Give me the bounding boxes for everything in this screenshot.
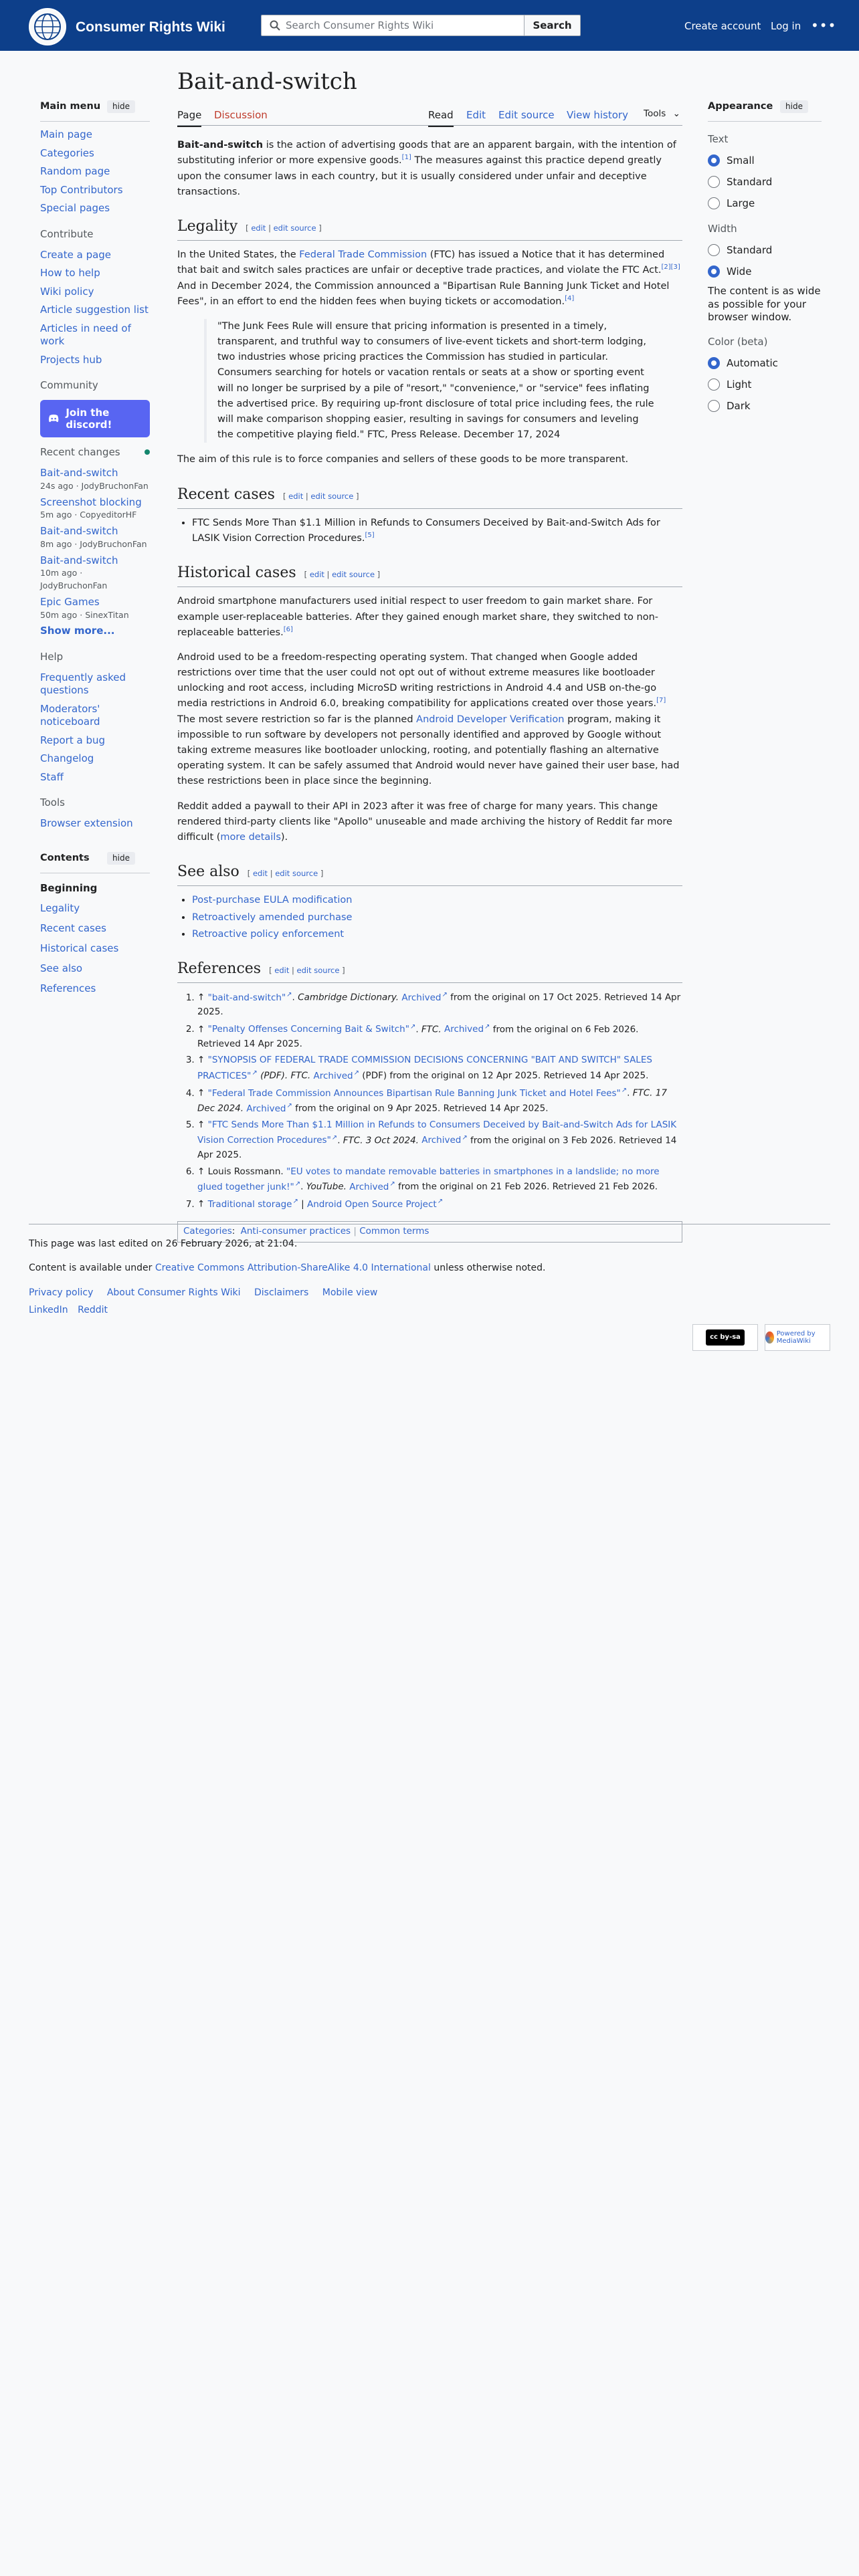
reference-text: from the original on 17 Oct 2025. Retrieved 14 Apr 2025. bbox=[197, 992, 681, 1018]
disclaimers-link[interactable]: Disclaimers bbox=[254, 1287, 309, 1298]
categories-label-link[interactable]: Categories bbox=[183, 1226, 232, 1237]
option-label: Small bbox=[727, 154, 755, 167]
reference-link[interactable]: Traditional storage ↗ bbox=[208, 1199, 298, 1210]
search-icon bbox=[270, 20, 280, 31]
mediawiki-badge[interactable] bbox=[765, 1324, 830, 1351]
recent-change-item bbox=[40, 496, 150, 522]
width-wide-option[interactable] bbox=[708, 263, 822, 280]
recent-change-meta: 50m ago · SinexTitan bbox=[40, 609, 129, 620]
help-heading: Help bbox=[40, 650, 64, 663]
page-title: Bait-and-switch bbox=[177, 68, 357, 95]
section-heading-recent-cases bbox=[177, 483, 682, 509]
see-also-link[interactable]: Retroactive policy enforcement bbox=[192, 928, 345, 940]
site-header bbox=[0, 0, 859, 51]
text: Android smartphone manufacturers used initial respect to user freedom to gain market share. For example user-replaceable batteries. After they gained enough market share, they switched to non-replaceable batteries. bbox=[177, 596, 659, 638]
ref-link[interactable]: [6] bbox=[283, 625, 293, 633]
intro-text-end: The measures against this practice depend greatly upon the consumer laws in each country, but it is usually considered under unfair and deceptive transactions. bbox=[177, 155, 662, 197]
cc-license-badge[interactable] bbox=[692, 1324, 758, 1351]
reference-text: (PDF) from the original on 12 Apr 2025. Retrieved 14 Apr 2025. bbox=[359, 1070, 649, 1081]
page-tabs bbox=[177, 104, 682, 126]
ref-link[interactable]: [1] bbox=[401, 154, 411, 162]
toc-item-beginning[interactable]: Beginning bbox=[40, 882, 98, 895]
category-link[interactable]: Anti-consumer practices bbox=[240, 1226, 351, 1237]
about-link[interactable]: About Consumer Rights Wiki bbox=[106, 1287, 241, 1298]
reference-item: 7. ↑ Traditional storage ↗ | Android Open Source Project ↗ bbox=[197, 1196, 682, 1212]
sidebar-link-staff[interactable]: Staff bbox=[40, 770, 64, 783]
sidebar-link-wiki-policy[interactable]: Wiki policy bbox=[40, 285, 94, 298]
appearance-title: Appearance bbox=[708, 101, 773, 112]
search-box[interactable] bbox=[261, 15, 524, 36]
footer-links bbox=[29, 1285, 830, 1300]
recent-change-meta: 10m ago · JodyBruchonFan bbox=[40, 568, 108, 591]
main-menu-title: Main menu bbox=[40, 101, 101, 112]
heading-text: References bbox=[177, 960, 262, 977]
historical-paragraph-3 bbox=[177, 799, 682, 846]
text: Android used to be a freedom-respecting operating system. That changed when Google added restrictions over time that the user could not opt out of without extreme measures like bootloader unlocking and root access, including MicroSD writing restrictions in Android 4.4 and USB on-the-go media restrictions in Android 6.0, breaking compatibility for applications created over those years. bbox=[177, 651, 657, 710]
recent-change-item bbox=[40, 525, 150, 550]
cc-badge-label: cc by-sa bbox=[706, 1329, 745, 1346]
historical-paragraph-1 bbox=[177, 594, 682, 641]
reference-link[interactable]: "bait-and-switch" ↗ bbox=[208, 992, 292, 1003]
divider bbox=[40, 121, 150, 122]
tab-edit-source[interactable]: Edit source bbox=[498, 109, 555, 122]
categories-box: Categories: Anti-consumer practices | Common terms bbox=[177, 1221, 682, 1243]
contents-header bbox=[40, 851, 135, 866]
reference-source: FTC. bbox=[421, 1024, 442, 1035]
text-size-large-option[interactable] bbox=[708, 195, 822, 211]
text-size-standard-option[interactable] bbox=[708, 174, 822, 190]
more-details-link[interactable]: more details bbox=[220, 831, 281, 843]
sidebar-link-categories[interactable]: Categories bbox=[40, 146, 94, 159]
search-input[interactable] bbox=[286, 19, 513, 32]
reference-text: from the original on 3 Feb 2026. Retrieved 14 Apr 2025. bbox=[197, 1135, 677, 1160]
toc-item-historical-cases[interactable]: Historical cases bbox=[40, 942, 119, 955]
sidebar-link-top-contributors[interactable]: Top Contributors bbox=[40, 183, 123, 196]
sidebar-link-how-to-help[interactable]: How to help bbox=[40, 267, 100, 280]
ref-link[interactable]: [2][3] bbox=[661, 263, 680, 272]
archived-link[interactable]: Archived ↗ bbox=[246, 1103, 292, 1114]
appearance-header bbox=[708, 99, 808, 114]
radio-selected-icon[interactable] bbox=[708, 265, 720, 278]
tab-discussion[interactable]: Discussion bbox=[214, 109, 268, 122]
section-heading-see-also bbox=[177, 860, 682, 886]
site-logo[interactable] bbox=[29, 8, 66, 45]
reference-item: 1. ↑ "bait-and-switch" ↗ . Cambridge Dictionary. Archived ↗ from the original on 17 Oct 2025. Retrieved 14 Apr 2025. bbox=[197, 990, 682, 1020]
category-link[interactable]: Common terms bbox=[359, 1226, 430, 1237]
recent-cases-list bbox=[192, 516, 682, 546]
list-item bbox=[192, 893, 682, 908]
more-options-icon[interactable]: ••• bbox=[811, 17, 837, 33]
join-discord-button[interactable] bbox=[40, 400, 150, 437]
text: (FTC) has issued a Notice that it has determined that bait and switch sales practices are unfair or deceptive trade practices, and violate the FTC Act. bbox=[177, 249, 665, 276]
heading-text: See also bbox=[177, 863, 240, 881]
archived-link[interactable]: Archived ↗ bbox=[444, 1024, 490, 1035]
reference-link[interactable]: "EU votes to mandate removable batteries in smartphones in a landslide; no more glued together junk!" ↗ bbox=[197, 1166, 660, 1192]
reference-source: YouTube. bbox=[306, 1181, 347, 1192]
section-edit-links: [ edit | edit source ] bbox=[247, 869, 324, 879]
section-heading-legality bbox=[177, 215, 682, 241]
category-separator: | bbox=[353, 1226, 357, 1237]
recent-change-link[interactable]: Epic Games bbox=[40, 595, 100, 608]
toc-item-recent-cases[interactable]: Recent cases bbox=[40, 922, 106, 935]
reference-item: 4. ↑ "Federal Trade Commission Announces Bipartisan Rule Banning Junk Ticket and Hotel Fees" ↗ . FTC. 17 Dec 2024. Archived ↗ from the original on 9 Apr 2025. Retrieved 14 Apr 2025. bbox=[197, 1085, 682, 1116]
mediawiki-badge-label: Powered by MediaWiki bbox=[776, 1330, 816, 1345]
recent-change-item bbox=[40, 467, 150, 492]
appearance-panel bbox=[708, 99, 822, 419]
sidebar-link-browser-extension[interactable]: Browser extension bbox=[40, 817, 133, 830]
show-more-link[interactable]: Show more... bbox=[40, 625, 115, 637]
reference-item: 6. ↑ Louis Rossmann. "EU votes to mandate removable batteries in smartphones in a landslide; no more glued together junk!" ↗ . YouTube. Archived ↗ from the original on 21 Feb 2026. Retrieved 21 Feb 2026. bbox=[197, 1165, 682, 1195]
section-heading-historical-cases bbox=[177, 561, 682, 587]
edit-section-link[interactable]: edit bbox=[288, 491, 304, 501]
main-menu-header bbox=[40, 99, 135, 114]
reddit-link[interactable]: Reddit bbox=[78, 1305, 108, 1316]
recent-change-item bbox=[40, 554, 150, 592]
reference-source: Cambridge Dictionary. bbox=[298, 992, 399, 1003]
sidebar-link-noticeboard[interactable]: Moderators' noticeboard bbox=[40, 702, 100, 728]
reference-author: Louis Rossmann. bbox=[207, 1166, 287, 1177]
edit-source-section-link[interactable]: edit source bbox=[296, 965, 340, 975]
color-automatic-option[interactable] bbox=[708, 355, 822, 371]
option-label: Dark bbox=[727, 399, 751, 412]
ref-link[interactable]: [5] bbox=[365, 532, 375, 540]
edit-section-link[interactable]: edit bbox=[252, 869, 268, 879]
linkedin-link[interactable]: LinkedIn bbox=[29, 1305, 68, 1316]
ftc-link[interactable]: Federal Trade Commission bbox=[299, 249, 427, 261]
text: In the United States, the bbox=[177, 249, 300, 261]
option-label: Light bbox=[727, 378, 752, 391]
radio-icon[interactable] bbox=[708, 197, 720, 209]
contents-hide-button[interactable]: hide bbox=[107, 852, 135, 865]
reference-item: 5. ↑ "FTC Sends More Than $1.1 Million in Refunds to Consumers Deceived by Bait-and-Switch Ads for LASIK Vision Correction Procedures" ↗ . FTC. 3 Oct 2024. Archived ↗ from the original on 3 Feb 2026. Retrieved 14 Apr 2025. bbox=[197, 1118, 682, 1162]
sidebar-link-create-page[interactable]: Create a page bbox=[40, 248, 112, 261]
text: Reddit added a paywall to their API in 2023 after it was free of charge for many years. This change rendered third-party clients like "Apollo" unuseable and made archiving the history of Reddit far more difficult ( bbox=[177, 800, 672, 843]
article-content bbox=[177, 67, 682, 1243]
recent-change-link[interactable]: Screenshot blocking bbox=[40, 496, 142, 508]
sidebar-link-article-suggestion[interactable]: Article suggestion list bbox=[40, 304, 149, 316]
list-item bbox=[192, 516, 682, 546]
option-label: Wide bbox=[727, 265, 752, 278]
join-discord-label: Join the discord! bbox=[66, 407, 112, 431]
appearance-hide-button[interactable]: hide bbox=[780, 100, 808, 113]
edit-section-link[interactable]: edit bbox=[309, 570, 324, 580]
text: ). bbox=[280, 831, 288, 843]
sidebar-link-articles-need-work[interactable]: Articles in need of work bbox=[40, 322, 131, 348]
text-size-small-option[interactable] bbox=[708, 152, 822, 169]
license-text bbox=[29, 1261, 830, 1275]
footer-badges bbox=[692, 1324, 830, 1351]
legality-paragraph bbox=[177, 247, 682, 310]
option-label: Standard bbox=[727, 176, 773, 189]
color-light-option[interactable] bbox=[708, 377, 822, 393]
divider bbox=[708, 121, 822, 122]
tab-read[interactable]: Read bbox=[428, 107, 454, 127]
color-dark-option[interactable] bbox=[708, 398, 822, 414]
recent-changes-header bbox=[40, 444, 150, 460]
recent-change-link[interactable]: Bait-and-switch bbox=[40, 525, 118, 538]
intro-term: Bait-and-switch bbox=[177, 140, 264, 151]
radio-icon[interactable] bbox=[708, 400, 720, 412]
width-standard-option[interactable] bbox=[708, 242, 822, 258]
section-edit-links: [ edit | edit source ] bbox=[304, 570, 381, 580]
text: program, making it impossible to run software by developers not personally identified and approved by Google without taking extreme measures like bootloader unlocking, rooting, and potentially flashing an alternative operating system. It can be safely assumed that Android would never have gained their user base, had these restrictions been in place since the beginning. bbox=[177, 714, 680, 787]
color-heading: Color (beta) bbox=[708, 335, 768, 348]
reference-link[interactable]: "Penalty Offenses Concerning Bait & Switch" ↗ bbox=[208, 1024, 416, 1035]
edit-source-section-link[interactable]: edit source bbox=[332, 570, 375, 580]
sidebar-link-random-page[interactable]: Random page bbox=[40, 165, 110, 178]
reference-text: from the original on 9 Apr 2025. Retrieved 14 Apr 2025. bbox=[292, 1103, 549, 1114]
tab-page[interactable]: Page bbox=[177, 107, 201, 127]
legality-paragraph-2: The aim of this rule is to force companies and sellers of these goods to be more transparent. bbox=[177, 454, 629, 465]
text-size-heading: Text bbox=[708, 133, 729, 146]
create-account-link[interactable]: Create account bbox=[684, 20, 761, 32]
reference-text: from the original on 21 Feb 2026. Retrieved 21 Feb 2026. bbox=[395, 1181, 658, 1192]
reference-link[interactable]: "Federal Trade Commission Announces Bipartisan Rule Banning Junk Ticket and Hotel Fees" ↗ bbox=[208, 1088, 628, 1099]
recent-change-meta: 8m ago · JodyBruchonFan bbox=[40, 538, 147, 549]
globe-logo-icon bbox=[30, 9, 65, 44]
recent-change-link[interactable]: Bait-and-switch bbox=[40, 554, 118, 566]
text: And in December 2024, the Commission announced a "Bipartisan Rule Banning Junk Ticket and Hotel Fees", in an effort to end the hidden fees when buying tickets or accomodation. bbox=[177, 280, 670, 307]
recent-change-meta: 5m ago · CopyeditorHF bbox=[40, 510, 137, 520]
tools-label: Tools bbox=[644, 108, 666, 120]
sidebar-link-report-bug[interactable]: Report a bug bbox=[40, 734, 106, 746]
reference-link[interactable]: "SYNOPSIS OF FEDERAL TRADE COMMISSION DECISIONS CONCERNING "BAIT AND SWITCH" SALES PRACTICES" ↗ bbox=[197, 1055, 652, 1081]
sidebar-link-main-page[interactable]: Main page bbox=[40, 128, 93, 141]
footer-social-links bbox=[29, 1303, 830, 1317]
contents-title: Contents bbox=[40, 852, 90, 863]
radio-icon[interactable] bbox=[708, 379, 720, 391]
site-name[interactable]: Consumer Rights Wiki bbox=[76, 19, 225, 35]
mobile-view-link[interactable]: Mobile view bbox=[322, 1287, 378, 1298]
reference-item: 3. ↑ "SYNOPSIS OF FEDERAL TRADE COMMISSION DECISIONS CONCERNING "BAIT AND SWITCH" SALES PRACTICES" ↗ (PDF). FTC. Archived ↗ (PDF) from the original on 12 Apr 2025. Retrieved 14 Apr 2025. bbox=[197, 1053, 682, 1083]
tools-dropdown[interactable] bbox=[644, 107, 680, 122]
recent-change-link[interactable]: Bait-and-switch bbox=[40, 467, 118, 479]
section-edit-links: [ edit | edit source ] bbox=[269, 965, 345, 975]
archived-link[interactable]: Archived ↗ bbox=[314, 1071, 359, 1081]
sidebar-link-special-pages[interactable]: Special pages bbox=[40, 202, 110, 215]
reference-source: FTC. 3 Oct 2024. bbox=[343, 1135, 419, 1146]
login-link[interactable]: Log in bbox=[771, 20, 801, 32]
heading-text: Historical cases bbox=[177, 564, 296, 582]
reference-source: (PDF). FTC. bbox=[260, 1070, 311, 1081]
live-indicator-icon bbox=[145, 449, 150, 455]
toc-item-references[interactable]: References bbox=[40, 982, 96, 995]
search-button[interactable]: Search bbox=[524, 15, 581, 36]
archived-link[interactable]: Archived ↗ bbox=[401, 992, 447, 1003]
see-also-link[interactable]: Post-purchase EULA modification bbox=[192, 895, 353, 906]
reference-text: from the original on 6 Feb 2026. Retrieved 14 Apr 2025. bbox=[197, 1024, 639, 1049]
text: The most severe restriction so far is the planned bbox=[177, 714, 417, 725]
edit-source-section-link[interactable]: edit source bbox=[310, 491, 354, 501]
list-item bbox=[192, 927, 682, 942]
toc-item-see-also[interactable]: See also bbox=[40, 962, 83, 975]
section-heading-references bbox=[177, 957, 682, 983]
privacy-policy-link[interactable]: Privacy policy bbox=[29, 1287, 94, 1298]
android-verification-link[interactable]: Android Developer Verification bbox=[416, 714, 565, 725]
ftc-quote: "The Junk Fees Rule will ensure that pricing information is presented in a timely, transparent, and truthful way to consumers of live-event tickets and short-term lodging, two industries whose pricing practices the Commission has studied in particular. Consumers searching for hotels or vacation rentals or seats at a show or sporting event will no longer be surprised by a pile of "resort," "convenience," or "service" fees inflating the advertised price. By requiring up-front disclosure of total price including fees, the rule will make comparison shopping easier, resulting in savings for consumers and leveling the competitive playing field." FTC, Press Release. December 17, 2024 bbox=[204, 319, 656, 443]
reference-source: FTC. 17 Dec 2024. bbox=[197, 1087, 667, 1114]
edit-section-link[interactable]: edit bbox=[251, 223, 266, 233]
toc-item-legality[interactable]: Legality bbox=[40, 902, 80, 915]
tools-heading: Tools bbox=[40, 796, 65, 809]
historical-paragraph-2 bbox=[177, 650, 682, 790]
heading-text: Recent cases bbox=[177, 486, 275, 503]
edit-source-section-link[interactable]: edit source bbox=[273, 223, 316, 233]
text: FTC Sends More Than $1.1 Million in Refunds to Consumers Deceived by Bait-and-Switch Ads for LASIK Vision Correction Procedures. bbox=[192, 517, 660, 544]
heading-text: Legality bbox=[177, 217, 238, 235]
see-also-list bbox=[192, 893, 682, 942]
reference-link[interactable]: "FTC Sends More Than $1.1 Million in Refunds to Consumers Deceived by Bait-and-Switch Ads for LASIK Vision Correction Procedures" ↗ bbox=[197, 1119, 676, 1146]
see-also-link[interactable]: Retroactively amended purchase bbox=[192, 911, 353, 923]
archived-link[interactable]: Archived ↗ bbox=[349, 1182, 395, 1192]
sidebar-link-projects-hub[interactable]: Projects hub bbox=[40, 353, 102, 366]
tab-view-history[interactable]: View history bbox=[567, 109, 628, 122]
radio-icon[interactable] bbox=[708, 244, 720, 256]
reference-item: 2. ↑ "Penalty Offenses Concerning Bait & Switch" ↗ . FTC. Archived ↗ from the original on 6 Feb 2026. Retrieved 14 Apr 2025. bbox=[197, 1022, 682, 1052]
discord-icon bbox=[48, 413, 59, 424]
radio-selected-icon[interactable] bbox=[708, 357, 720, 369]
sidebar bbox=[40, 99, 150, 1000]
radio-selected-icon[interactable] bbox=[708, 154, 720, 167]
mediawiki-flower-icon bbox=[765, 1331, 774, 1344]
ref-link[interactable]: [7] bbox=[656, 697, 666, 705]
section-edit-links: [ edit | edit source ] bbox=[282, 491, 359, 501]
sidebar-link-faq[interactable]: Frequently asked questions bbox=[40, 671, 126, 697]
archived-link[interactable]: Archived ↗ bbox=[421, 1135, 467, 1146]
radio-icon[interactable] bbox=[708, 176, 720, 188]
recent-change-item bbox=[40, 596, 150, 621]
community-heading: Community bbox=[40, 379, 98, 392]
contribute-heading: Contribute bbox=[40, 227, 94, 240]
option-label: Large bbox=[727, 197, 755, 210]
chevron-down-icon: ⌄ bbox=[672, 108, 680, 120]
width-note: The content is as wide as possible for your browser window. bbox=[708, 285, 821, 324]
tab-edit[interactable]: Edit bbox=[466, 109, 486, 122]
intro-text: is the action of advertising goods that are an apparent bargain, with the intention of substituting inferior or more expensive goods. bbox=[177, 140, 676, 167]
edit-section-link[interactable]: edit bbox=[274, 965, 290, 975]
text: unless otherwise noted. bbox=[430, 1263, 546, 1274]
edit-source-section-link[interactable]: edit source bbox=[275, 869, 318, 879]
intro-paragraph bbox=[177, 138, 682, 200]
ref-link[interactable]: [4] bbox=[565, 294, 575, 302]
option-label: Automatic bbox=[727, 356, 778, 369]
sidebar-link-changelog[interactable]: Changelog bbox=[40, 752, 94, 765]
page-footer bbox=[29, 1224, 830, 1345]
main-menu-hide-button[interactable]: hide bbox=[107, 100, 135, 113]
list-item bbox=[192, 910, 682, 926]
references-list bbox=[197, 990, 682, 1212]
width-heading: Width bbox=[708, 223, 737, 235]
last-edited: This page was last edited on 26 February 2026, at 21:04. bbox=[29, 1239, 298, 1249]
license-link[interactable]: Creative Commons Attribution-ShareAlike 4.0 International bbox=[155, 1263, 431, 1274]
option-label: Standard bbox=[727, 244, 773, 257]
recent-changes-title: Recent changes bbox=[40, 446, 120, 459]
recent-change-meta: 24s ago · JodyBruchonFan bbox=[40, 480, 149, 491]
section-edit-links: [ edit | edit source ] bbox=[246, 223, 322, 233]
reference-link[interactable]: Android Open Source Project ↗ bbox=[307, 1199, 443, 1210]
text: Content is available under bbox=[29, 1263, 155, 1274]
